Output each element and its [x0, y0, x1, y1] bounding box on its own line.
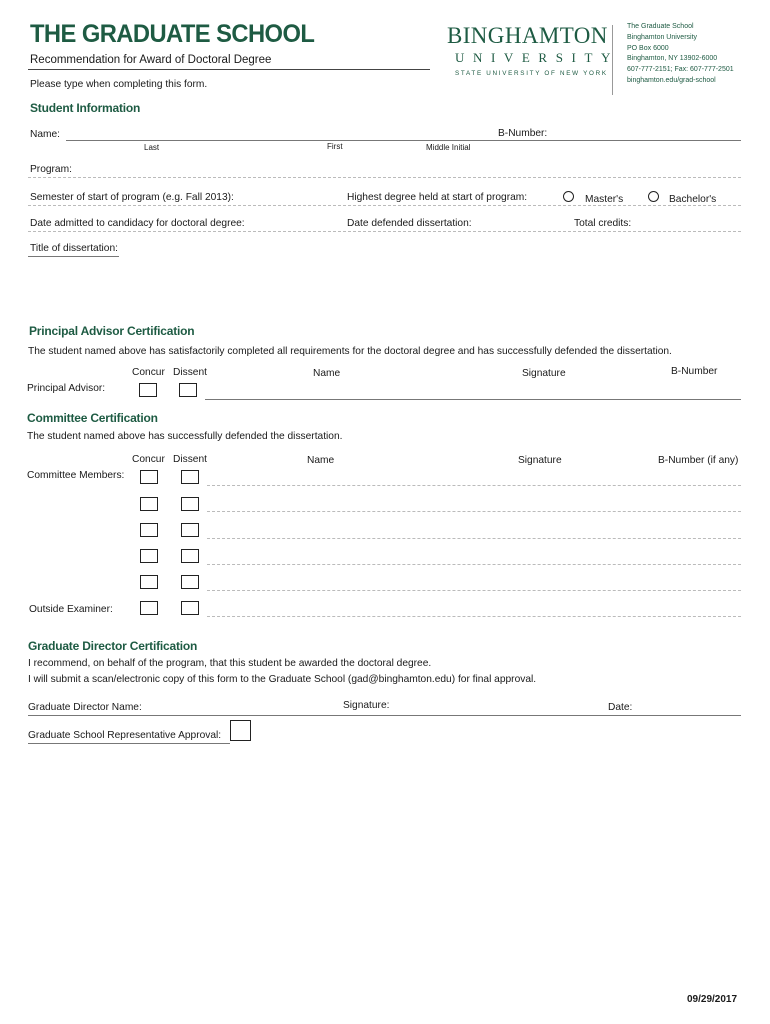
bnumber-header: B-Number (if any) — [658, 455, 739, 466]
dates-field[interactable] — [28, 231, 741, 232]
last-name-caption: Last — [144, 143, 160, 152]
examiner-field[interactable] — [207, 616, 741, 617]
name-header: Name — [313, 368, 341, 379]
semester-field[interactable] — [28, 205, 741, 206]
address-line: Binghamton, NY 13902-6000 — [627, 55, 718, 63]
director-statement-line1: I recommend, on behalf of the program, that this student be awarded the doctoral degree. — [28, 658, 432, 669]
committee-members-label: Committee Members: — [27, 470, 125, 481]
bachelors-label: Bachelor's — [669, 194, 717, 205]
bnumber-header: B-Number — [671, 366, 718, 377]
director-name-label: Graduate Director Name: — [28, 702, 142, 713]
first-name-caption: First — [327, 142, 343, 151]
director-heading: Graduate Director Certification — [28, 639, 198, 653]
dissertation-title-field[interactable] — [28, 258, 741, 318]
signature-header: Signature — [518, 455, 562, 466]
dissertation-title-label: Title of dissertation: — [30, 243, 118, 254]
director-date-label: Date: — [608, 702, 633, 713]
examiner-dissent-checkbox[interactable] — [181, 601, 199, 615]
advisor-heading: Principal Advisor Certification — [29, 324, 195, 338]
committee-statement: The student named above has successfully defended the dissertation. — [27, 431, 343, 442]
member4-concur-checkbox[interactable] — [140, 549, 158, 563]
concur-header: Concur — [132, 454, 165, 465]
advisor-entry-field[interactable] — [205, 399, 741, 400]
name-label: Name: — [30, 129, 61, 140]
advisor-concur-checkbox[interactable] — [139, 383, 157, 397]
member5-field[interactable] — [207, 590, 741, 591]
outside-examiner-label: Outside Examiner: — [29, 604, 113, 615]
instruction-text: Please type when completing this form. — [30, 79, 208, 90]
member2-dissent-checkbox[interactable] — [181, 497, 199, 511]
defended-label: Date defended dissertation: — [347, 218, 472, 229]
dissent-header: Dissent — [173, 367, 207, 378]
page-title: THE GRADUATE SCHOOL — [30, 20, 315, 48]
representative-approval-label: Graduate School Representative Approval: — [28, 730, 222, 741]
semester-label: Semester of start of program (e.g. Fall 2013): — [30, 192, 234, 203]
student-info-heading: Student Information — [30, 101, 141, 115]
dissertation-title-rule — [28, 256, 119, 257]
university-logo-tagline: STATE UNIVERSITY OF NEW YORK — [455, 70, 608, 77]
examiner-concur-checkbox[interactable] — [140, 601, 158, 615]
dissent-header: Dissent — [173, 454, 207, 465]
address-line: Binghamton University — [627, 33, 698, 41]
header-divider — [612, 25, 613, 95]
advisor-dissent-checkbox[interactable] — [179, 383, 197, 397]
member1-concur-checkbox[interactable] — [140, 470, 158, 484]
member2-concur-checkbox[interactable] — [140, 497, 158, 511]
bnumber-label: B-Number: — [498, 128, 548, 139]
subtitle-rule — [28, 69, 430, 70]
highest-degree-label: Highest degree held at start of program: — [347, 192, 528, 203]
member2-field[interactable] — [207, 511, 741, 512]
address-line: PO Box 6000 — [627, 44, 669, 52]
director-signature-label: Signature: — [343, 700, 390, 711]
form-revision-date: 09/29/2017 — [687, 994, 738, 1005]
name-header: Name — [307, 455, 335, 466]
bachelors-radio[interactable] — [648, 191, 659, 202]
address-line: The Graduate School — [627, 23, 694, 30]
address-line: 607-777-2151; Fax: 607-777-2501 — [627, 66, 734, 74]
member4-field[interactable] — [207, 564, 741, 565]
member5-concur-checkbox[interactable] — [140, 575, 158, 589]
member1-dissent-checkbox[interactable] — [181, 470, 199, 484]
principal-advisor-label: Principal Advisor: — [27, 383, 106, 394]
member5-dissent-checkbox[interactable] — [181, 575, 199, 589]
member3-field[interactable] — [207, 538, 741, 539]
admitted-label: Date admitted to candidacy for doctoral degree: — [30, 218, 245, 229]
university-logo-subtitle: UNIVERSITY — [455, 50, 619, 65]
school-address — [627, 22, 734, 87]
address-line: binghamton.edu/grad-school — [627, 76, 716, 84]
signature-header: Signature — [522, 368, 566, 379]
middle-initial-caption: Middle Initial — [426, 143, 471, 152]
director-entry-field[interactable] — [28, 715, 741, 716]
member4-dissent-checkbox[interactable] — [181, 549, 199, 563]
masters-radio[interactable] — [563, 191, 574, 202]
masters-label: Master's — [585, 194, 624, 205]
representative-approval-checkbox[interactable] — [230, 720, 251, 741]
university-logo-wordmark: BINGHAMTON — [447, 23, 608, 48]
form-subtitle: Recommendation for Award of Doctoral Degree — [30, 54, 272, 66]
director-statement-line2: I will submit a scan/electronic copy of this form to the Graduate School (gad@binghamton.edu) for final approval. — [28, 674, 537, 685]
member1-field[interactable] — [207, 485, 741, 486]
program-label: Program: — [30, 164, 72, 175]
concur-header: Concur — [132, 367, 165, 378]
name-field[interactable] — [66, 140, 741, 141]
credits-label: Total credits: — [574, 218, 632, 229]
member3-dissent-checkbox[interactable] — [181, 523, 199, 537]
committee-heading: Committee Certification — [27, 411, 158, 425]
program-field[interactable] — [28, 177, 741, 178]
representative-approval-rule — [28, 743, 230, 744]
member3-concur-checkbox[interactable] — [140, 523, 158, 537]
advisor-statement: The student named above has satisfactorily completed all requirements for the doctoral degree and has successfully defended the dissertation. — [28, 346, 672, 357]
